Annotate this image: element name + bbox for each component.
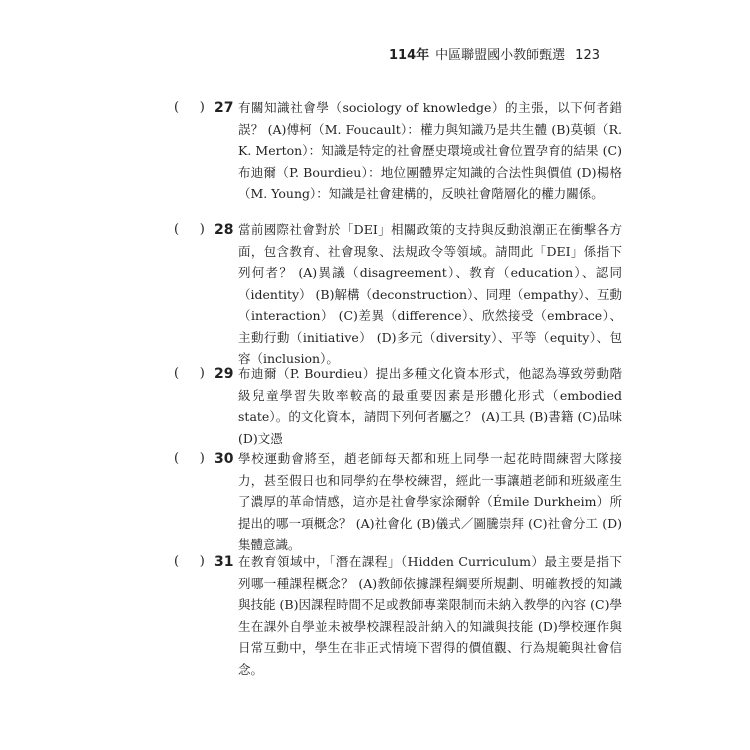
question-number: 31 (214, 554, 234, 570)
question-number: 29 (214, 366, 234, 382)
question-text: 布迪爾（P. Bourdieu）提出多種文化資本形式，他認為導致勞動階級兒童學習失敗率較高的最重要因素是形體化形式（embodied state）。的文化資本，請問下列何者屬之？ (A)工具 (B)書籍 (C)品味 (D)文憑 (238, 366, 622, 446)
question-number: 28 (214, 222, 234, 238)
header-title: 中區聯盟國小教師甄選 (435, 48, 566, 63)
question-number: 30 (214, 451, 234, 467)
question-text: 有關知識社會學（sociology of knowledge）的主張，以下何者錯誤？ (A)傅柯（M. Foucault）：權力與知識乃是共生體 (B)莫頓（R. K. Merton）：知識是特定的社會歷史環境或社會位置孕育的結果 (C)布迪爾（P. Bourdieu）：地位團體界定知識的合法性與價值 (D)楊格（M. Young）：知識是社會建構的，反映社會階層化的權力關係。 (238, 100, 622, 201)
question-number: 27 (214, 100, 234, 116)
answer-blank[interactable]: ( ) (174, 100, 205, 115)
page-header (389, 44, 600, 63)
question-text: 在教育領域中，「潛在課程」（Hidden Curriculum）最主要是指下列哪一種課程概念？ (A)教師依據課程綱要所規劃、明確教授的知識與技能 (B)因課程時間不足或教師專業限制而未納入教學的內容 (C)學生在課外自學並未被學校課程設計納入的知識與技能 (D)學校運作與日常互動中，學生在非正式情境下習得的價值觀、行為規範與社會信念。 (238, 554, 622, 677)
question-31 (174, 551, 624, 701)
answer-blank[interactable]: ( ) (174, 222, 205, 237)
question-text: 當前國際社會對於「DEI」相關政策的支持與反動浪潮正在衝擊各方面，包含教育、社會現象、法規政令等領域。請問此「DEI」係指下列何者？ (A)異議（disagreement）、教育（education）、認同（identity） (B)解構（deconstruction）、同理（empathy）、互動（interaction） (C)差異（difference）、欣然接受（embrace）、主動行動（initiative） (D)多元（diversity）、平等（equity）、包容（inclusion）。 (238, 222, 622, 366)
answer-blank[interactable]: ( ) (174, 554, 205, 569)
answer-blank[interactable]: ( ) (174, 366, 205, 381)
question-text: 學校運動會將至，趙老師每天都和班上同學一起花時間練習大隊接力，甚至假日也和同學約在學校練習，經此一事讓趙老師和班級產生了濃厚的革命情感，這亦是社會學家涂爾幹（Émile Durkheim）所提出的哪一項概念？ (A)社會化 (B)儀式／圖騰崇拜 (C)社會分工 (D)集體意識。 (238, 451, 622, 552)
header-year: 114年 (389, 48, 430, 63)
question-28 (174, 219, 624, 369)
answer-blank[interactable]: ( ) (174, 451, 205, 466)
page-number: 123 (575, 48, 600, 63)
